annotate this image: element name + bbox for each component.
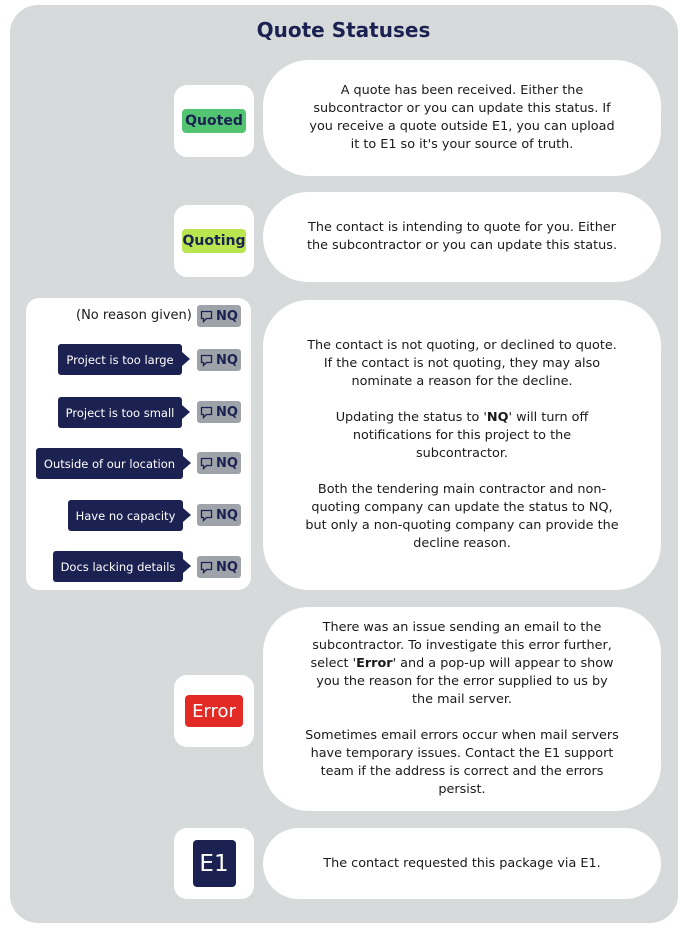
nq-reason-no-capacity: Have no capacity (68, 500, 183, 531)
error-badge: Error (185, 695, 243, 727)
nq-reason-too-small: Project is too small (58, 397, 182, 428)
nq-reasons-panel (26, 298, 251, 590)
comment-icon (200, 406, 213, 419)
e1-description (263, 828, 661, 899)
nq-reason-none: (No reason given) (76, 308, 192, 323)
comment-icon (200, 509, 213, 522)
comment-icon (200, 457, 213, 470)
quoting-description (263, 192, 661, 282)
e1-badge-box (174, 828, 254, 899)
e1-logo: E1 (193, 840, 236, 887)
nq-reason-outside-location: Outside of our location (36, 448, 183, 479)
quoted-description (263, 60, 661, 176)
nq-badge: NQ (197, 556, 241, 578)
quoted-badge: Quoted (182, 109, 246, 133)
page-title: Quote Statuses (256, 18, 431, 42)
nq-reason-docs-lacking: Docs lacking details (53, 551, 183, 582)
quoted-badge-box (174, 85, 254, 157)
nq-badge: NQ (197, 349, 241, 371)
nq-description-text-3: Both the tendering main contractor and non-quoting company can update the status to NQ, but only a non-quoting company can provide the decline reason. (305, 482, 619, 551)
nq-description-text-1: The contact is not quoting, or declined to quote. If the contact is not quoting, they may also nominate a reason for the decline. (307, 338, 617, 389)
nq-badge: NQ (197, 504, 241, 526)
nq-badge: NQ (197, 305, 241, 327)
quoting-badge-box (174, 205, 254, 277)
quoting-description-text: The contact is intending to quote for you. Either the subcontractor or you can update this status. (306, 220, 618, 253)
error-description-text-1: There was an issue sending an email to the subcontractor. To investigate this error further, select 'Error' and a pop-up will appear to show you the reason for the error supplied to us by the mail server. (310, 620, 614, 707)
nq-description-text-2: Updating the status to 'NQ' will turn off notifications for this project to the subcontractor. (335, 410, 589, 461)
comment-icon (200, 354, 213, 367)
nq-badge: NQ (197, 452, 241, 474)
error-badge-box (174, 675, 254, 747)
quoting-badge: Quoting (182, 229, 246, 253)
comment-icon (200, 310, 213, 323)
nq-description (263, 300, 661, 590)
nq-badge: NQ (197, 401, 241, 423)
comment-icon (200, 561, 213, 574)
nq-reason-too-large: Project is too large (58, 344, 182, 375)
error-description-text-2: Sometimes email errors occur when mail servers have temporary issues. Contact the E1 support team if the address is correct and the errors persist. (305, 728, 619, 797)
e1-description-text: The contact requested this package via E1. (323, 855, 601, 871)
quoted-description-text: A quote has been received. Either the subcontractor or you can update this status. If you receive a quote outside E1, you can upload it to E1 so it's your source of truth. (309, 83, 615, 152)
error-description (263, 607, 661, 811)
